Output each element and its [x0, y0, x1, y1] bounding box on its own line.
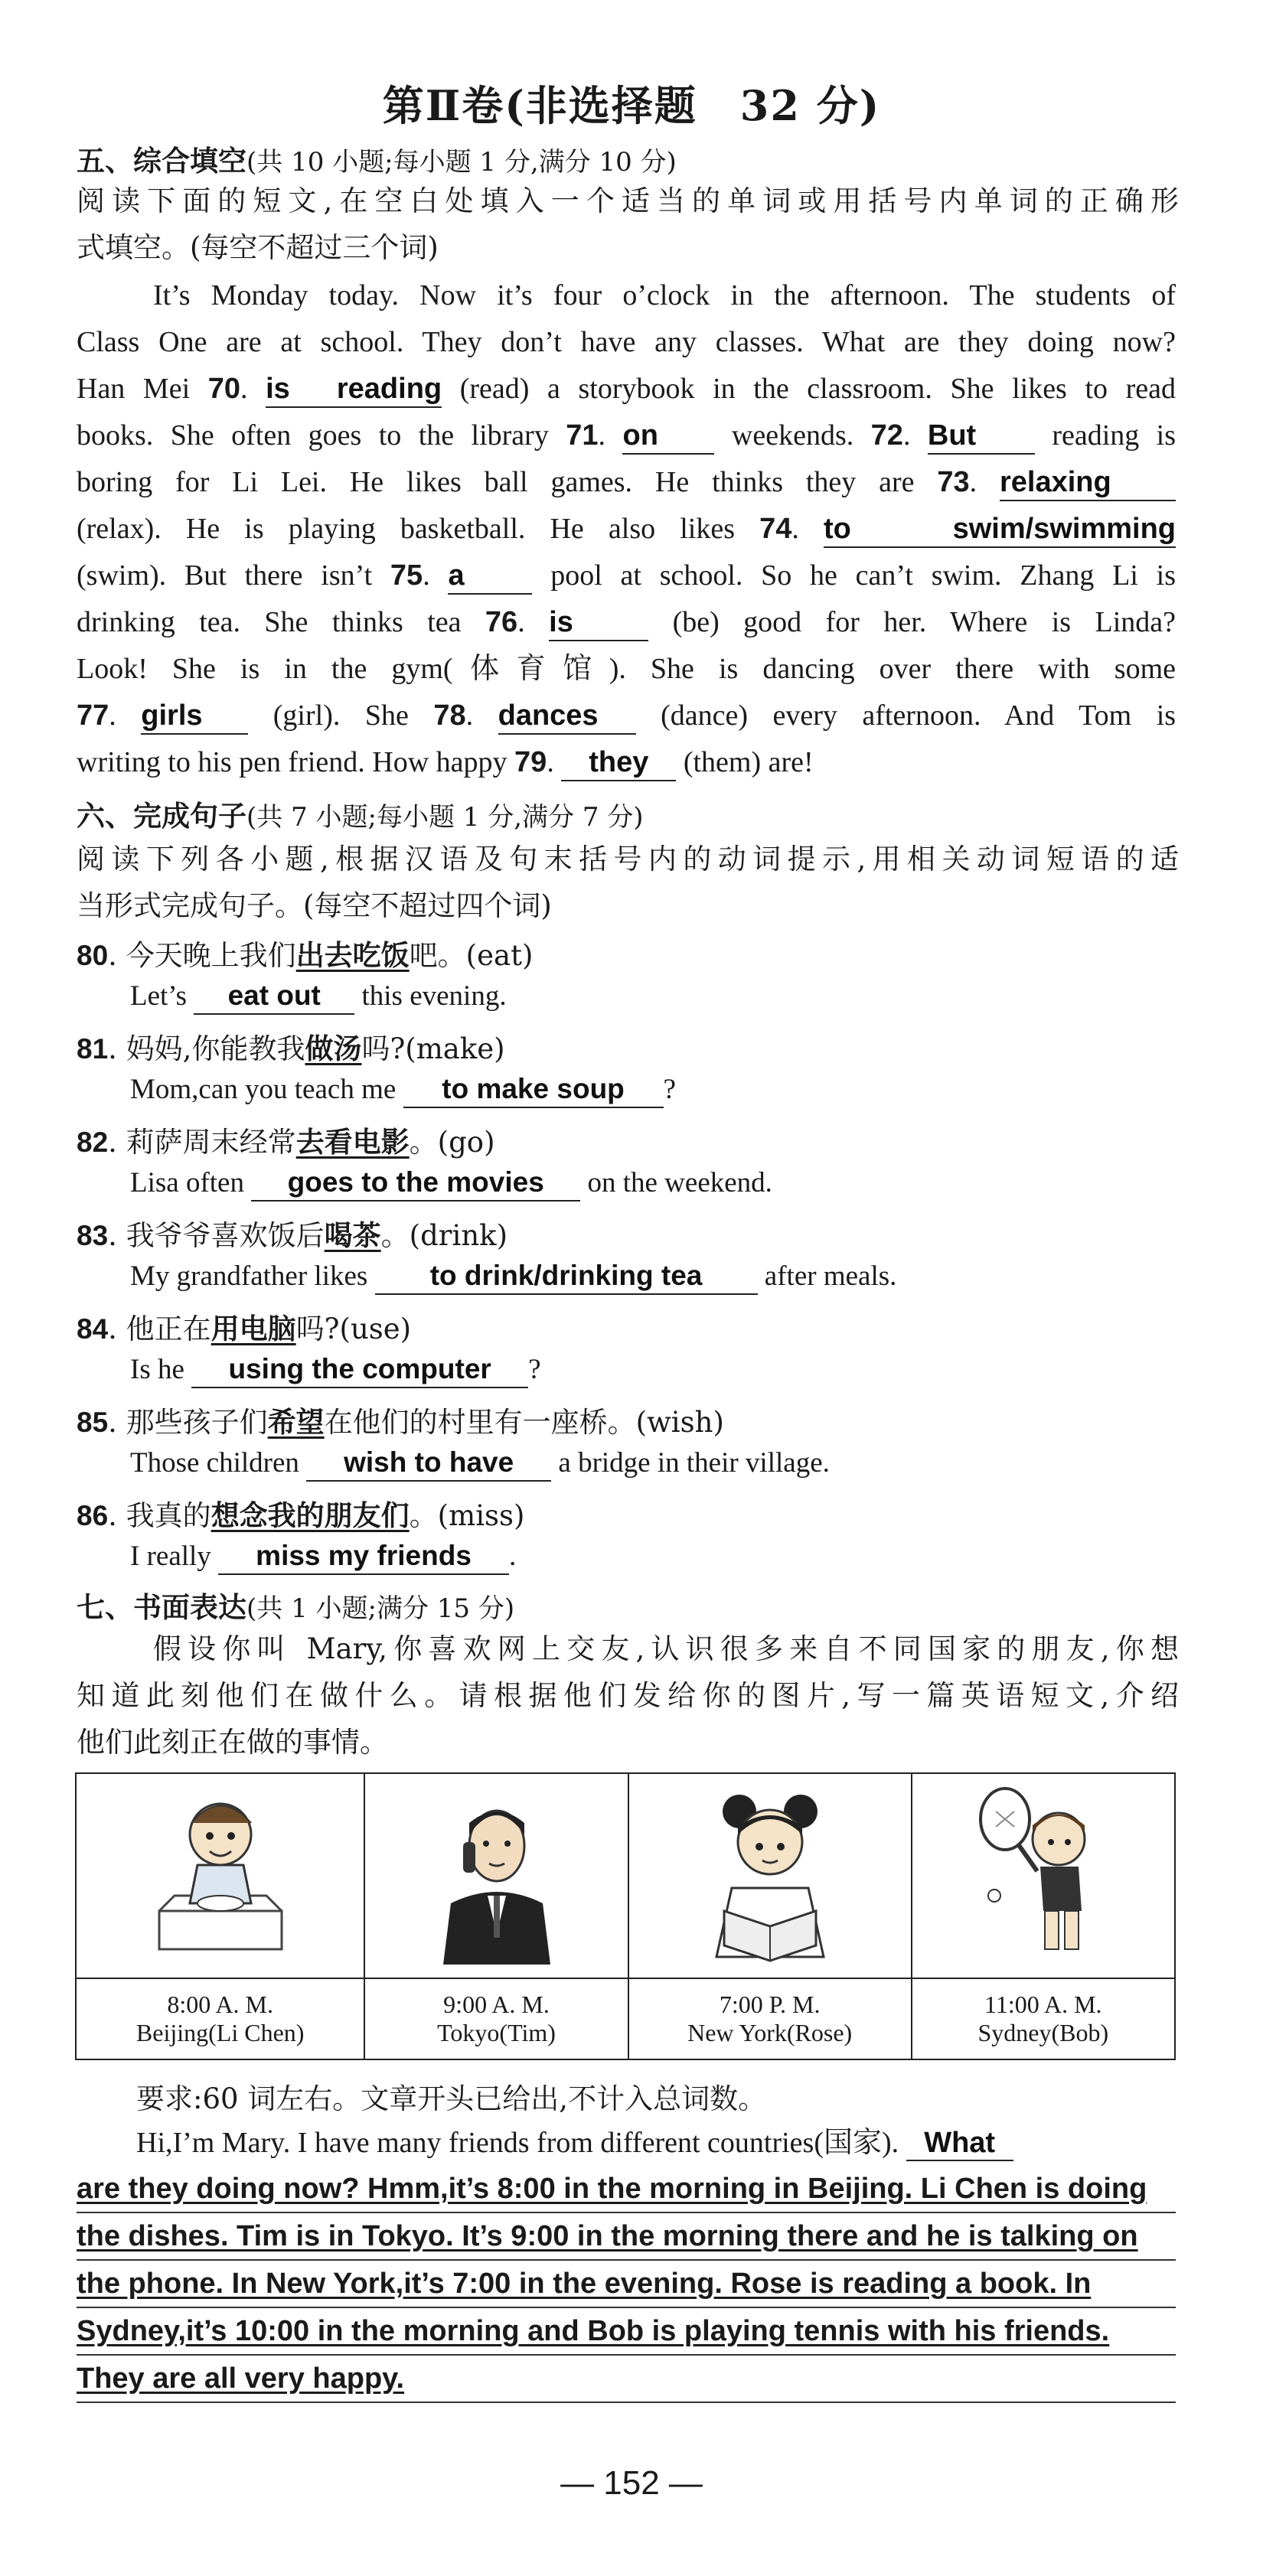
sentence-item-en: I really miss my friends .	[130, 1538, 516, 1575]
picture-caption	[76, 1978, 364, 2059]
cloze-line: Han Mei 70. is reading (read) a storybook in the classroom. She likes to read	[77, 366, 1176, 412]
sentence-item-zh: 80. 今天晚上我们出去吃饭吧。(eat)	[77, 938, 534, 972]
section5-instr-line1: 阅读下面的短文,在空白处填入一个适当的单词或用括号内单词的正确形	[77, 184, 1179, 217]
caption-time: 9:00 A. M.	[443, 1991, 550, 2018]
caption-place: Sydney(Bob)	[977, 2019, 1109, 2046]
answer-blank[interactable]: is reading	[266, 371, 442, 408]
answer-blank[interactable]: to swim/swimming	[824, 511, 1176, 548]
essay-answer-line[interactable]: They are all very happy.	[77, 2356, 1176, 2403]
section7-heading	[77, 1584, 514, 1625]
prompt-line1: 假设你叫 Mary,你喜欢网上交友,认识很多来自不同国家的朋友,你想	[153, 1632, 1179, 1665]
essay-answer-line[interactable]: What	[906, 2126, 1013, 2161]
question-number: 74	[759, 513, 792, 545]
sentence-item-en: Lisa often goes to the movies on the weekend.	[130, 1165, 772, 1202]
essay-answer-line[interactable]: the phone. In New York,it’s 7:00 in the evening. Rose is reading a book. In	[77, 2261, 1176, 2308]
section7-heading-text: 七、书面表达	[77, 1590, 246, 1624]
writing-requirement: 要求:60 词左右。文章开头已给出,不计入总词数。	[136, 2082, 767, 2115]
question-number: 75	[390, 559, 423, 592]
answer-blank[interactable]: to drink/drinking tea	[375, 1258, 758, 1295]
question-number: 78	[433, 699, 466, 732]
section5-instr-line2: 式填空。(每空不超过三个词)	[77, 231, 439, 264]
cloze-line: Class One are at school. They don’t have any classes. What are they doing now?	[77, 326, 1176, 358]
answer-blank[interactable]: on	[622, 418, 714, 455]
page-number: — 152 —	[560, 2464, 703, 2502]
cloze-line: books. She often goes to the library 71. on weekends. 72. But reading is	[77, 412, 1176, 459]
cloze-line: (swim). But there isn’t 75. a pool at school. So he can’t swim. Zhang Li is	[77, 553, 1176, 599]
answer-blank[interactable]: wish to have	[306, 1445, 551, 1482]
cloze-line: boring for Li Lei. He likes ball games. He thinks they are 73. relaxing	[77, 459, 1176, 506]
cloze-line: It’s Monday today. Now it’s four o’clock in the afternoon. The students of	[153, 279, 1176, 311]
cloze-line: 77. girls (girl). She 78. dances (dance) every afternoon. And Tom is	[77, 693, 1176, 739]
answer-blank[interactable]: goes to the movies	[251, 1165, 580, 1202]
section6-note: (共 7 小题;每小题 1 分,满分 7 分)	[246, 802, 644, 833]
essay-answer-line[interactable]: Sydney,it’s 10:00 in the morning and Bob is playing tennis with his friends.	[77, 2308, 1176, 2356]
section6-instructions	[77, 836, 1179, 929]
answer-blank[interactable]: using the computer	[191, 1352, 528, 1388]
essay-answer-line[interactable]: are they doing now? Hmm,it’s 8:00 in the morning in Beijing. Li Chen is doing	[77, 2166, 1176, 2213]
section5-heading	[77, 138, 677, 179]
essay-first-line	[77, 2120, 1176, 2166]
question-number: 72	[870, 419, 903, 452]
picture-cell	[628, 1773, 912, 1978]
caption-place: Beijing(Li Chen)	[135, 2019, 305, 2046]
section7-note: (共 1 小题;满分 15 分)	[246, 1593, 515, 1624]
sentence-item-zh: 81. 妈妈,你能教我做汤吗?(make)	[77, 1032, 505, 1065]
sentence-item-zh: 86. 我真的想念我的朋友们。(miss)	[77, 1498, 525, 1532]
sentence-item-zh: 82. 莉萨周末经常去看电影。(go)	[77, 1125, 495, 1159]
answer-blank[interactable]: to make soup	[403, 1071, 664, 1108]
section7-prompt	[77, 1625, 1179, 1766]
prompt-line3: 他们此刻正在做的事情。	[77, 1726, 388, 1759]
question-number: 79	[514, 746, 547, 778]
essay-answer-line[interactable]: the dishes. Tim is in Tokyo. It’s 9:00 in the morning there and he is talking on	[77, 2213, 1176, 2261]
part-title: 第Ⅱ卷(非选择题 32 分)	[382, 81, 881, 130]
caption-time: 8:00 A. M.	[167, 1991, 273, 2018]
answer-blank[interactable]: But	[928, 418, 1035, 455]
section5-instructions	[77, 178, 1179, 271]
picture-cell	[76, 1773, 364, 1978]
section5-note: (共 10 小题;每小题 1 分,满分 10 分)	[246, 147, 677, 178]
question-number: 70	[207, 373, 241, 405]
sentence-item-en: Those children wish to have a bridge in their village.	[130, 1445, 830, 1482]
answer-blank[interactable]: miss my friends	[218, 1538, 509, 1575]
section6-instr-line2: 当形式完成句子。(每空不超过四个词)	[77, 889, 552, 922]
sentence-item-zh: 84. 他正在用电脑吗?(use)	[77, 1312, 412, 1345]
cloze-line: Look! She is in the gym(体育馆). She is dancing over there with some	[77, 653, 1176, 685]
answer-blank[interactable]: is	[549, 605, 648, 641]
prompt-line2: 知道此刻他们在做什么。请根据他们发给你的图片,写一篇英语短文,介绍	[77, 1679, 1179, 1712]
essay-start: Hi,I’m Mary. I have many friends from different countries(国家).	[136, 2127, 899, 2159]
answer-blank[interactable]: a	[448, 558, 532, 595]
sentence-item-en: Let’s eat out this evening.	[130, 978, 507, 1015]
picture-caption	[628, 1978, 912, 2059]
answer-blank[interactable]: they	[561, 745, 676, 781]
question-number: 73	[937, 466, 970, 498]
caption-time: 7:00 P. M.	[719, 1991, 821, 2018]
section5-heading-text: 五、综合填空	[77, 144, 246, 178]
section6-heading-text: 六、完成句子	[77, 799, 246, 833]
question-number: 76	[485, 606, 518, 638]
sentence-item-en: My grandfather likes to drink/drinking tea after meals.	[130, 1258, 896, 1295]
sentence-item-en: Mom,can you teach me to make soup ?	[130, 1071, 676, 1108]
picture-table	[75, 1772, 1176, 2060]
picture-cell	[364, 1773, 628, 1978]
picture-cell	[912, 1773, 1175, 1978]
boy-playing-tennis-picture	[967, 1781, 1120, 1965]
cloze-line: writing to his pen friend. How happy 79. they (them) are!	[77, 739, 1176, 786]
cloze-passage	[77, 272, 1176, 786]
answer-blank[interactable]: eat out	[194, 978, 354, 1015]
cloze-line: (relax). He is playing basketball. He also likes 74. to swim/swimming	[77, 506, 1176, 553]
question-number: 77	[77, 699, 109, 732]
boy-washing-dishes-picture	[144, 1781, 297, 1965]
answer-blank[interactable]: dances	[498, 698, 636, 735]
caption-place: New York(Rose)	[687, 2019, 853, 2046]
section6-instr-line1: 阅读下列各小题,根据汉语及句末括号内的动词提示,用相关动词短语的适	[77, 843, 1179, 876]
sentence-item-zh: 85. 那些孩子们希望在他们的村里有一座桥。(wish)	[77, 1405, 724, 1439]
question-number: 71	[566, 419, 599, 452]
answer-blank[interactable]: girls	[141, 698, 248, 735]
man-on-phone-picture	[420, 1781, 573, 1965]
picture-caption	[912, 1978, 1175, 2059]
sentence-item-en: Is he using the computer ?	[130, 1352, 541, 1388]
picture-caption	[364, 1978, 628, 2059]
essay-answer	[77, 2120, 1176, 2403]
cloze-line: drinking tea. She thinks tea 76. is (be) good for her. Where is Linda?	[77, 599, 1176, 646]
sentence-item-zh: 83. 我爷爷喜欢饭后喝茶。(drink)	[77, 1218, 508, 1252]
caption-time: 11:00 A. M.	[984, 1991, 1102, 2018]
answer-blank[interactable]: relaxing	[1000, 465, 1176, 501]
girl-reading-picture	[694, 1781, 847, 1965]
caption-place: Tokyo(Tim)	[437, 2019, 556, 2046]
section6-heading	[77, 793, 644, 834]
